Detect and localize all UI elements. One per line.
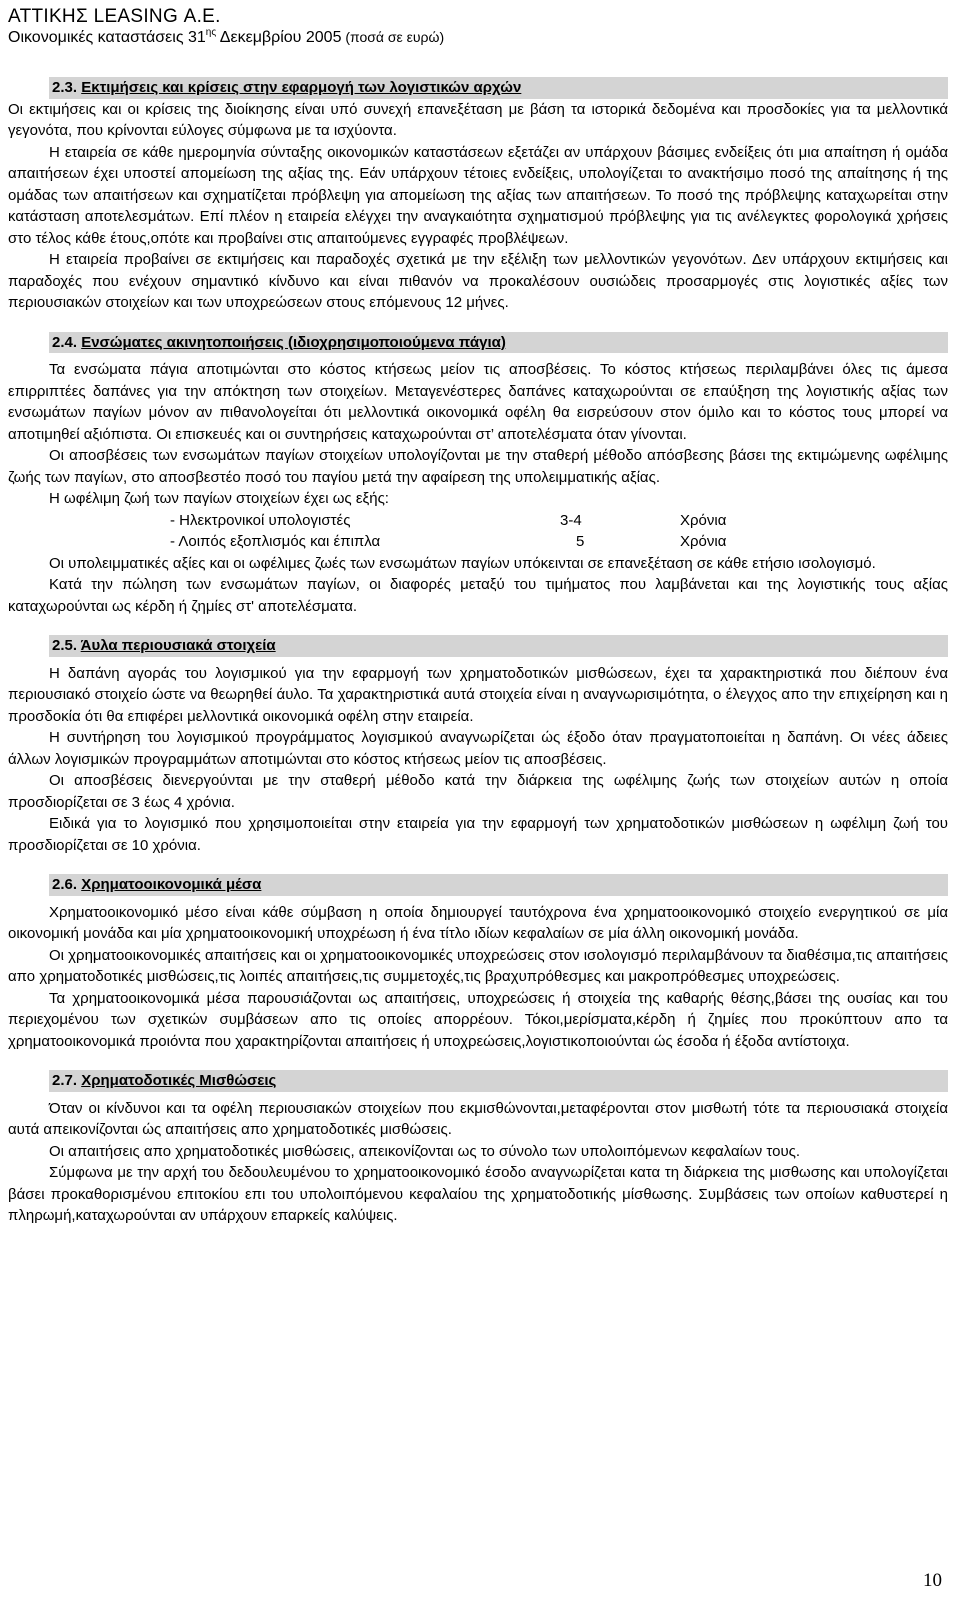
section-title: Χρηματοδοτικές Μισθώσεις — [81, 1072, 277, 1089]
paragraph: Οι απαιτήσεις απο χρηματοδοτικές μισθώσεις, απεικονίζονται ως το σύνολο των υπολοιπόμενων κεφαλαίων τους. — [49, 1142, 801, 1160]
page-number: 10 — [923, 1570, 942, 1591]
paragraph: Τα χρηματοοικονομικά μέσα παρουσιάζονται ως απαιτήσεις, υποχρεώσεις ή στοιχεία της καθαρής θέσης,βάσει της ουσίας και του περιεχομένου των σχετικών συμβάσεων απο τις οποίες απορρέουν. Τόκοι,μερίσματα,κέρδη ή ζημίες που προκύπτουν απο τα χρηματοοικονομικά προιόντα που χαρακτηρίζονται απαιτήσεις ή υποχρεώσεις,λογιστικοποιούνται ώς έσοδα ή έξοδα αντίστοιχα. — [8, 989, 948, 1050]
title-date: Δεκεμβρίου 2005 — [216, 29, 342, 46]
section-heading — [49, 635, 948, 657]
section-number: 2.6. — [52, 876, 78, 893]
section-2-7 — [8, 1070, 948, 1227]
paragraph: Κατά την πώληση των ενσωμάτων παγίων, οι διαφορές μεταξύ του τιμήματος που λαμβάνεται και της λογιστικής τους αξίας καταχωρούνται ως κέρδη ή ζημίες στ' αποτελέσματα. — [8, 576, 948, 615]
paragraph: Οι αποσβέσεις διενεργούνται με την σταθερή μέθοδο κατά την διάρκεια της ωφέλιμης ζωής των στοιχείων αυτών η οποία προσδιορίζεται σε 3 έως 4 χρόνια. — [8, 772, 948, 811]
asset-category: - Λοιπός εξοπλισμός και έπιπλα — [170, 533, 381, 550]
section-2-3 — [8, 77, 948, 314]
paragraph: Οι εκτιμήσεις και οι κρίσεις της διοίκησης είναι υπό συνεχή επανεξέταση με βάση τα ιστορικά δεδομένα και προσδοκίες για τα μελλοντικά γεγονότα, που κρίνονται εύλογες σύμφωνα με τα ισχύοντα. — [8, 100, 948, 139]
useful-life-unit: Χρόνια — [680, 533, 727, 550]
section-number: 2.7. — [52, 1072, 78, 1089]
title-note: (ποσά σε ευρώ) — [341, 29, 445, 45]
useful-life-row — [170, 531, 948, 553]
paragraph: Σύμφωνα με την αρχή του δεδουλευμένου το χρηματοοικονομικό έσοδο αναγνωρίζεται κατα τη διάρκεια της μισθωσης και υπολογίζεται βάσει προκαθορισμένου επιτοκίου επι του υπολοιπόμενου κεφαλαίου της χρηματοδοτικής μίσθωσης. Συμβάσεις των οποίων καθυστερεί η πληρωμή,καταχωρούνται αν υπάρχουν επαρκείς καλύψεις. — [8, 1164, 948, 1224]
section-2-5 — [8, 635, 948, 856]
paragraph: Τα ενσώματα πάγια αποτιμώνται στο κόστος κτήσεως μείον τις αποσβέσεις. Το κόστος κτήσεως περιλαμβάνει όλες τις άμεσα επιρριπτέες δαπάνες για την απόκτηση των στοιχείων. Μεταγενέστερες δαπάνες καταχωρούνται σε επαύξηση της λογιστικής αξίας των ενσωμάτων παγίων μόνον αν πιθανολογείται ότι μελλοντικά οικονομικά οφέλη θα εισρεύσουν στον όμιλο και το κόστος τους μπορεί να αποτιμηθεί αξιόπιστα. Οι επισκευές και οι συντηρήσεις καταχωρούνται στ’ αποτελέσματα όταν γίνονται. — [8, 361, 948, 443]
section-number: 2.4. — [52, 333, 78, 351]
useful-life-row — [170, 510, 948, 532]
title-superscript: ης — [205, 27, 217, 38]
paragraph: Ειδικά για το λογισμικό που χρησιμοποιείται στην εταιρεία για την εφαρμογή των χρηματοδοτικών μισθώσεων η ωφέλιμη ζωή του προσδιορίζεται σε 10 χρόνια. — [8, 815, 948, 854]
paragraph: Χρηματοοικονομικό μέσο είναι κάθε σύμβαση η οποία δημιουργεί ταυτόχρονα ένα χρηματοοικονομικό στοιχείο ενεργητικού σε μία οικονομική μονάδα και μία χρηματοοικονομική υποχρέωση ή ένα τίτλο ιδίων κεφαλαίων σε μία άλλη οικονομική μονάδα. — [8, 903, 948, 942]
section-2-4 — [8, 332, 948, 618]
paragraph: Οι υπολειμματικές αξίες και οι ωφέλιμες ζωές των ενσωμάτων παγίων υπόκεινται σε επανεξέταση σε κάθε ετήσιο ισολογισμό. — [49, 554, 876, 572]
title-main: Οικονομικές καταστάσεις 31 — [8, 29, 206, 46]
section-heading — [49, 874, 948, 896]
useful-life-years: 5 — [576, 533, 585, 550]
paragraph: Όταν οι κίνδυνοι και τα οφέλη περιουσιακών στοιχείων που εκμισθώνονται,μεταφέρονται στον μισθωτή τότε τα περιουσιακά στοιχεία αυτά απεικονίζονται ώς απαιτήσεις απο χρηματοδοτικές μισθώσεις. — [8, 1099, 948, 1138]
section-number: 2.5. — [52, 637, 78, 654]
section-heading — [49, 332, 948, 354]
section-heading — [49, 1070, 948, 1092]
paragraph: Η συντήρηση του λογισμικού προγράμματος λογισμικού αναγνωρίζεται ώς έξοδο όταν πραγματοποιείται η δαπάνη. Οι νέες άδειες άλλων λογισμικών προγραμμάτων αποτιμώνται στο κόστος κτήσεως μείον τις αποσβέσεις. — [8, 729, 948, 768]
section-title: Εκτιμήσεις και κρίσεις στην εφαρμογή των λογιστικών αρχών — [81, 79, 522, 96]
paragraph: Η εταιρεία προβαίνει σε εκτιμήσεις και παραδοχές σχετικά με την εξέλιξη των μελλοντικών γεγονότων. Δεν υπάρχουν εκτιμήσεις και παραδοχές που ενέχουν σημαντικό κίνδυνο και είναι πιθανόν να προκαλέσουν ουσιώδεις προσαρμογές στις λογιστικές αξίες των περιουσιακών στοιχείων και των υποχρεώσεων στους επόμενους 12 μήνες. — [8, 251, 948, 311]
section-title: Χρηματοοικονομικά μέσα — [81, 876, 262, 893]
section-2-6 — [8, 874, 948, 1052]
section-title: Άυλα περιουσιακά στοιχεία — [80, 637, 276, 654]
paragraph: Η δαπάνη αγοράς του λογισμικού για την εφαρμογή των χρηματοδοτικών μισθώσεων, έχει τα χαρακτηριστικά που διέπουν ένα περιουσιακό στοιχείο ώστε να θεωρηθεί άυλο. Τα χαρακτηριστικά αυτά στοιχεία είναι η αναγνωρισιμότητα, ο έλεγχος απο την επιχείρηση και η προσδοκία ότι θα επιφέρει μελλοντικά οικονομικά οφέλη στην εταιρεία. — [8, 664, 948, 725]
company-name: ΑΤΤΙΚΗΣ LEASING Α.Ε. — [8, 6, 221, 27]
useful-life-years: 3-4 — [560, 511, 582, 529]
section-title: Ενσώματες ακινητοποιήσεις (ιδιοχρησιμοποιούμενα πάγια) — [81, 333, 506, 351]
paragraph: Οι χρηματοοικονομικές απαιτήσεις και οι χρηματοοικονομικές υποχρεώσεις στον ισολογισμό περιλαμβάνουν τα διαθέσιμα,τις απαιτήσεις απο χρηματοδοτικές μισθώσεις,τις λοιπές απαιτήσεις,τις συμμετοχές,τις βραχυπρόθεσμες και μακροπρόθεσμες υποχρεώσεις. — [8, 946, 948, 985]
asset-category: - Ηλεκτρονικοί υπολογιστές — [170, 511, 351, 529]
section-number: 2.3. — [52, 79, 78, 96]
useful-life-unit: Χρόνια — [680, 511, 727, 529]
paragraph: Η εταιρεία σε κάθε ημερομηνία σύνταξης οικονομικών καταστάσεων εξετάζει αν υπάρχουν βάσιμες ενδείξεις ότι μια απαίτηση ή ομάδα απαιτήσεων έχει υποστεί απομείωση της αξίας της. Εάν υπάρχουν τέτοιες ενδείξεις, υπολογίζεται το ανακτήσιμο ποσό της απαίτησης ή της ομάδας των απαιτήσεων και σχηματίζεται πρόβλεψη για απομείωση της αξίας των απαιτήσεων. Το ποσό της πρόβλεψης καταχωρείται στην κατάσταση αποτελεσμάτων. Επί πλέον η εταιρεία ελέγχει την αναγκαιότητα σχηματισμού πρόβλεψης για τις ανέλεγκτες φορολογικά χρήσεις στο τέλος κάθε έτους,οπότε και προβαίνει στις απαιτούμενες εγγραφές προβλέψεων. — [8, 143, 948, 247]
document-header — [8, 6, 444, 48]
document-body — [8, 77, 948, 1227]
statement-title — [8, 27, 444, 48]
paragraph: Η ωφέλιμη ζωή των παγίων στοιχείων έχει ως εξής: — [49, 490, 389, 507]
paragraph: Οι αποσβέσεις των ενσωμάτων παγίων στοιχείων υπολογίζονται με την σταθερή μέθοδο απόσβεσης βάσει της εκτιμώμενης ωφέλιμης ζωής των παγίων, στο αποσβεστέο ποσό του παγίου μετά την αφαίρεση της υπολειμματικής αξίας. — [8, 447, 948, 486]
section-heading — [49, 77, 948, 99]
